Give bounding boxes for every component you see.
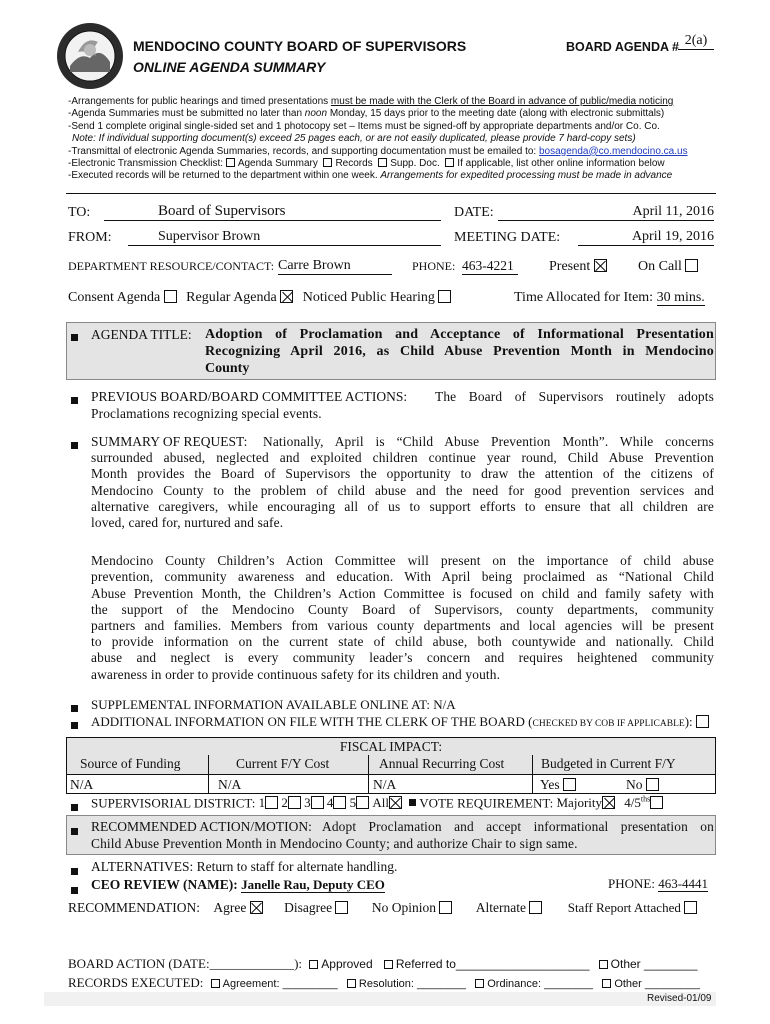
additional-bullet xyxy=(71,717,78,735)
district-row: SUPERVISORIAL DISTRICT: 1 2 3 4 5 All VOTE REQUIREMENT: Majority $4/5^{ths}$ xyxy=(91,795,663,811)
rec-disagree[interactable]: Disagree xyxy=(284,900,348,915)
phone-label: PHONE: xyxy=(412,259,456,273)
fiscal-cell[interactable]: N/A xyxy=(218,777,242,792)
records-ordinance[interactable]: Ordinance: ________ xyxy=(475,978,593,990)
checkbox-district-all[interactable] xyxy=(389,796,402,809)
rec-agree[interactable]: Agree xyxy=(213,900,262,915)
transmission-checklist: -Electronic Transmission Checklist: Agenda Summary Records Supp. Doc. If applicable, list other online information below xyxy=(68,158,665,170)
instruction-line: -Arrangements for public hearings and timed presentations must be made with the Clerk of the Board in advance of public/media noticing xyxy=(68,96,674,107)
previous-actions-text: The Board of Supervisors routinely adopts xyxy=(435,389,714,404)
ceo-phone: PHONE: 463-4441 xyxy=(608,876,709,891)
board-action-row: BOARD ACTION (DATE:_____________): Approved Referred to____________________ Other ________ xyxy=(68,956,698,971)
district-4[interactable]: 4 xyxy=(327,795,347,810)
from-label: FROM: xyxy=(68,230,112,245)
checkbox-budgeted-yes[interactable] xyxy=(563,778,576,791)
district-3[interactable]: 3 xyxy=(304,795,324,810)
fiscal-header: Source of Funding xyxy=(80,756,181,771)
previous-actions-label: PREVIOUS BOARD/BOARD COMMITTEE ACTIONS: xyxy=(91,389,408,404)
meeting-date-label: MEETING DATE: xyxy=(454,230,561,245)
agenda-title-line: Adoption of Proclamation and Acceptance of Informational Presentation xyxy=(205,327,714,342)
ceo-reviewer-name[interactable]: Janelle Rau, Deputy CEO xyxy=(241,877,385,892)
instruction-note: Note: If individual supporting document(s) exceed 25 pages each, or are not easily duplicated, please provide 7 hard-copy sets) xyxy=(72,133,636,145)
fiscal-header: Annual Recurring Cost xyxy=(379,756,505,771)
recommended-text: Adopt Proclamation and accept informational presentation on xyxy=(322,819,714,834)
fiscal-divider xyxy=(66,774,716,775)
district-5[interactable]: 5 xyxy=(350,795,370,810)
date-field[interactable]: April 11, 2016 xyxy=(498,204,714,221)
instruction-line: -Agenda Summaries must be submitted no later than noon Monday, 15 days prior to the meeting date (along with electronic submittals) xyxy=(68,108,665,120)
recommended-label: RECOMMENDED ACTION/MOTION: xyxy=(91,819,312,834)
checkbox-district-3[interactable] xyxy=(311,796,324,809)
checkbox-staff-report[interactable] xyxy=(684,901,697,914)
fiscal-col-divider xyxy=(208,755,209,794)
county-seal xyxy=(56,22,124,90)
county-seal-icon xyxy=(56,22,124,90)
fiscal-title: FISCAL IMPACT: xyxy=(339,739,443,754)
checkbox-supp-doc[interactable] xyxy=(378,158,387,167)
agenda-type-row xyxy=(68,290,451,306)
page-title: MENDOCINO COUNTY BOARD OF SUPERVISORS xyxy=(133,38,467,54)
instructions-block xyxy=(68,96,688,183)
dept-contact-field[interactable]: Carre Brown xyxy=(278,258,392,275)
alternatives-row: ALTERNATIVES: Return to staff for alternate handling. xyxy=(91,859,398,874)
present-option[interactable]: Present xyxy=(549,259,607,275)
checkbox-district-4[interactable] xyxy=(333,796,346,809)
budgeted-no[interactable]: No xyxy=(626,777,659,793)
vote-four-fifths[interactable]: $4/5^{ths}$ xyxy=(624,795,663,810)
fiscal-cell[interactable]: N/A xyxy=(70,777,94,792)
rec-no-opinion[interactable]: No Opinion xyxy=(372,900,453,915)
date-label: DATE: xyxy=(454,205,494,220)
fiscal-cell[interactable]: N/A xyxy=(373,777,397,792)
previous-bullet xyxy=(71,392,78,410)
to-label: TO: xyxy=(68,205,91,220)
time-allocated-value[interactable]: 30 mins. xyxy=(656,290,705,305)
instruction-line: -Transmittal of electronic Agenda Summaries, records, and supporting documentation must be emailed to: bosagenda@co.mendocino.ca.us xyxy=(68,145,688,157)
checkbox-hearing[interactable] xyxy=(438,290,451,303)
checkbox-four-fifths[interactable] xyxy=(650,796,663,809)
from-field[interactable]: Supervisor Brown xyxy=(128,229,441,246)
ceo-phone-value[interactable]: 463-4441 xyxy=(658,876,709,891)
ceo-review-label: CEO REVIEW (NAME): Janelle Rau, Deputy CEO xyxy=(91,877,385,892)
regular-option[interactable]: Regular Agenda xyxy=(186,290,293,305)
rec-alternate[interactable]: Alternate xyxy=(476,900,543,915)
meeting-date-field[interactable]: April 19, 2016 xyxy=(578,229,714,246)
supplemental-bullet xyxy=(71,700,78,718)
recommendation-row: RECOMMENDATION: Agree Disagree No Opinion Alternate Staff Report Attached xyxy=(68,900,697,916)
checkbox-no-opinion[interactable] xyxy=(439,901,452,914)
supplemental-label: SUPPLEMENTAL INFORMATION AVAILABLE ONLINE AT: N/A xyxy=(91,697,456,712)
checkbox-district-1[interactable] xyxy=(265,796,278,809)
agenda-title-line: Recognizing April 2016, as Child Abuse Prevention Month in Mendocino xyxy=(205,344,714,359)
board-agenda-label: BOARD AGENDA # xyxy=(566,40,679,54)
checkbox-additional-info[interactable] xyxy=(696,715,709,728)
checkbox-regular[interactable] xyxy=(280,290,293,303)
to-field[interactable]: Board of Supervisors xyxy=(104,203,441,221)
district-1[interactable]: 1 xyxy=(259,795,279,810)
phone-field[interactable]: 463-4221 xyxy=(462,258,518,275)
header-divider xyxy=(66,193,716,194)
board-other[interactable]: Other ________ xyxy=(599,957,698,971)
agenda-title-line: County xyxy=(205,361,250,376)
agenda-title-bullet xyxy=(71,329,78,347)
oncall-option[interactable]: On Call xyxy=(638,259,698,275)
board-agenda-value[interactable]: 2(a) xyxy=(678,33,714,50)
fiscal-header: Current F/Y Cost xyxy=(236,756,330,771)
checkbox-agenda-summary[interactable] xyxy=(226,158,235,167)
records-other[interactable]: Other _________ xyxy=(602,978,700,990)
dept-contact-label: DEPARTMENT RESOURCE/CONTACT: xyxy=(68,259,275,273)
summary-text: Nationally, April is “Child Abuse Prevention Month”. While concerns surrounded abused, neglected and exploited children continue year round, Child Abuse Prevention Month provides the Board of Supervisors the opportunity to draw the attention of the citizens of Mendocino County to the problem of child abuse and the need for good prevention services and alternative caregivers, while encouraging all of us to support efforts to ensure that all children are loved, cared for, nurtured and safe. Mendocino County Children’s Action Committee will present on the importance of child abuse prevention, community awareness and education. With April being proclaimed as “National Child Abuse Prevention Month, the Children’s Action Committee is focused on child and family safety with the support of the Mendocino County Board of Supervisors, county departments, community partners and families. Members from various county departments and local agencies will be present to provide information on the current state of child abuse, both countywide and nationally. Child abuse and neglect is every community leader’s concern and requires heightened community awareness in order to provide continuous safety for its children and youth. xyxy=(91,434,714,682)
fiscal-header: Budgeted in Current F/Y xyxy=(541,756,676,771)
agenda-title-label: AGENDA TITLE: xyxy=(91,327,192,342)
email-link[interactable]: bosagenda@co.mendocino.ca.us xyxy=(538,145,688,157)
consent-option[interactable]: Consent Agenda xyxy=(68,290,177,305)
instruction-line: -Executed records will be returned to the department within one week. Arrangements for expedited processing must be made in advance xyxy=(68,170,673,182)
hearing-option[interactable]: Noticed Public Hearing xyxy=(303,290,452,305)
revised-note: Revised-01/09 xyxy=(647,993,712,1004)
board-approved[interactable]: Approved xyxy=(309,957,372,971)
fiscal-col-divider xyxy=(368,755,369,794)
recommended-text: Child Abuse Prevention Month in Mendocino County; and authorize Chair to sign same. xyxy=(91,836,578,851)
supplemental-value: N/A xyxy=(433,697,456,712)
checkbox-consent[interactable] xyxy=(164,290,177,303)
additional-info-label: ADDITIONAL INFORMATION ON FILE WITH THE CLERK OF THE BOARD (CHECKED BY COB IF APPLICABLE): xyxy=(91,714,709,730)
records-executed-row: RECORDS EXECUTED: Agreement: _________ Resolution: ________ Ordinance: ________ Other _________ xyxy=(68,975,700,990)
summary-label: SUMMARY OF REQUEST: xyxy=(91,434,248,449)
checkbox-disagree[interactable] xyxy=(335,901,348,914)
ceo-bullet xyxy=(71,882,78,900)
recommended-bullet xyxy=(71,823,78,841)
page-subtitle: ONLINE AGENDA SUMMARY xyxy=(133,59,326,75)
previous-actions-text: Proclamations recognizing special events. xyxy=(91,406,322,421)
vote-majority[interactable]: Majority xyxy=(557,795,616,810)
checkbox-records[interactable] xyxy=(323,158,332,167)
time-allocated: Time Allocated for Item: 30 mins. xyxy=(514,290,705,305)
checkbox-other-online[interactable] xyxy=(445,158,454,167)
checkbox-oncall[interactable] xyxy=(685,259,698,272)
footer-band xyxy=(44,992,716,1006)
checkbox-agree[interactable] xyxy=(250,901,263,914)
alternatives-bullet xyxy=(71,863,78,881)
fiscal-col-divider xyxy=(532,755,533,794)
board-action-date[interactable]: _____________ xyxy=(209,956,295,971)
budgeted-yes[interactable]: Yes xyxy=(540,777,576,793)
board-referred[interactable]: Referred to____________________ xyxy=(384,957,590,971)
summary-bullet xyxy=(71,437,78,455)
records-resolution[interactable]: Resolution: ________ xyxy=(347,978,466,990)
checkbox-district-5[interactable] xyxy=(356,796,369,809)
records-agreement[interactable]: Agreement: _________ xyxy=(211,978,338,990)
checkbox-budgeted-no[interactable] xyxy=(646,778,659,791)
instruction-line: -Send 1 complete original single-sided set and 1 photocopy set – Items must be signed-off by appropriate departments and/or Co. Co. xyxy=(68,120,660,132)
district-all[interactable]: All xyxy=(372,795,402,810)
checkbox-majority[interactable] xyxy=(602,796,615,809)
checkbox-present[interactable] xyxy=(594,259,607,272)
checkbox-alternate[interactable] xyxy=(529,901,542,914)
checkbox-district-2[interactable] xyxy=(288,796,301,809)
rec-staff-report[interactable]: Staff Report Attached xyxy=(568,900,697,915)
district-2[interactable]: 2 xyxy=(281,795,301,810)
